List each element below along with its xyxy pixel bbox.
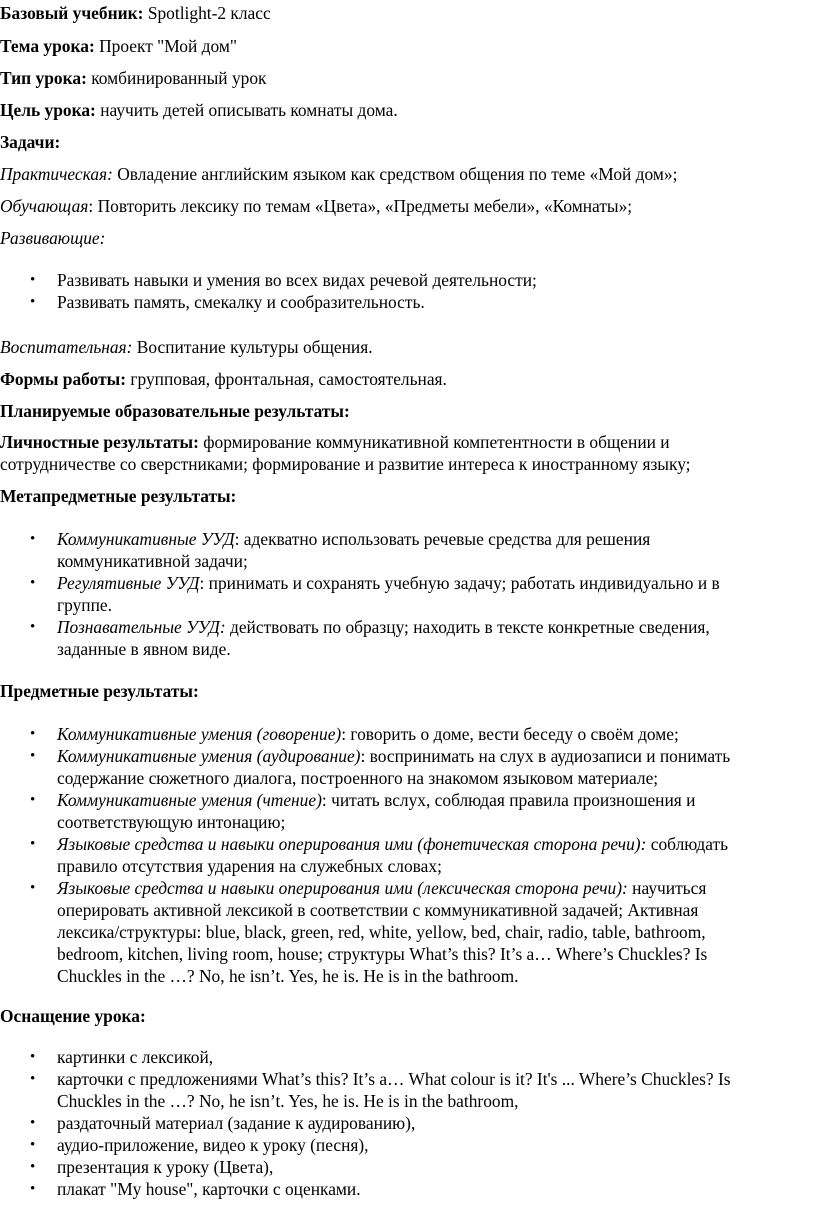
results-heading — [0, 400, 350, 422]
list-item — [0, 291, 816, 313]
item-text: Chuckles in the …? No, he isn’t. Yes, he is. He is in the bathroom, — [57, 1091, 519, 1111]
list-item — [0, 1134, 816, 1156]
textbook-label: Базовый учебник: — [0, 3, 144, 23]
item-text: оперировать активной лексикой в соответствии с коммуникативной задачей; Активная — [57, 900, 699, 920]
item-text: • картинки с лексикой, — [57, 1047, 214, 1067]
item-text: содержание сюжетного диалога, построенного на знакомом языковом материале; — [57, 768, 659, 788]
personal-results-line2 — [0, 453, 691, 475]
item-text: Chuckles in the …? No, he isn’t. Yes, he is. He is in the bathroom. — [57, 966, 519, 986]
lesson-type-label: Тип урока: — [0, 68, 87, 88]
item-text: научиться — [627, 878, 707, 898]
item-text: : адекватно использовать речевые средства для решения — [234, 529, 651, 549]
list-item — [0, 1046, 816, 1068]
subject-list — [0, 723, 816, 987]
item-text: коммуникативной задачи; — [57, 551, 248, 571]
list-item — [0, 1178, 816, 1200]
textbook-value: Spotlight-2 класс — [147, 3, 271, 23]
item-label: Языковые средства и навыки оперирования ими (фонетическая сторона речи): — [57, 834, 647, 854]
upbringing-line — [0, 336, 373, 358]
item-text: лексика/структуры: blue, black, green, red, white, yellow, bed, chair, radio, table, bathroom, — [57, 922, 706, 942]
tasks-heading-text: Задачи: — [0, 132, 61, 152]
list-item — [0, 528, 816, 572]
item-label: Коммуникативные умения (говорение) — [57, 724, 342, 744]
goal-label: Цель урока: — [0, 100, 96, 120]
item-label: Познавательные УУД: — [57, 617, 226, 637]
developing-label: Развивающие: — [0, 228, 106, 248]
list-item — [0, 616, 816, 660]
list-item — [0, 1156, 816, 1178]
item-text: • презентация к уроку (Цвета), — [57, 1157, 274, 1177]
item-label: Коммуникативные УУД — [57, 529, 235, 549]
item-text: • аудио-приложение, видео к уроку (песня), — [57, 1135, 369, 1155]
textbook-line — [0, 2, 271, 24]
forms-label: Формы работы: — [0, 369, 127, 389]
forms-value: групповая, фронтальная, самостоятельная. — [130, 369, 447, 389]
equipment-heading — [0, 1005, 146, 1027]
upbringing-label: Воспитательная: — [0, 337, 133, 357]
teaching-line — [0, 195, 632, 217]
practical-value: Овладение английским языком как средством общения по теме «Мой дом»; — [117, 164, 678, 184]
item-text: : читать вслух, соблюдая правила произношения и — [321, 790, 696, 810]
meta-list — [0, 528, 816, 660]
item-label: Языковые средства и навыки оперирования ими (лексическая сторона речи): — [57, 878, 628, 898]
equipment-heading-text: Оснащение урока: — [0, 1006, 146, 1026]
item-label: Регулятивные УУД — [57, 573, 200, 593]
personal-text: формирование коммуникативной компетентности в общении и — [203, 432, 670, 452]
item-text: • карточки с предложениями What’s this? It’s a… What colour is it? It's ... Where’s Chuckles? Is — [57, 1069, 731, 1089]
personal-label: Личностные результаты: — [0, 432, 199, 452]
practical-line — [0, 163, 677, 185]
teaching-label: Обучающая — [0, 196, 89, 216]
item-text: bedroom, kitchen, living room, house; структуры What’s this? It’s a… Where’s Chuckles? Is — [57, 944, 708, 964]
goal-value: научить детей описывать комнаты дома. — [100, 100, 398, 120]
list-item — [0, 745, 816, 789]
goal-line — [0, 99, 398, 121]
list-item — [0, 789, 816, 833]
tasks-heading — [0, 131, 60, 153]
item-text: • плакат "My house", карточки с оценками. — [57, 1179, 361, 1199]
meta-heading-text: Метапредметные результаты: — [0, 486, 237, 506]
results-heading-text: Планируемые образовательные результаты: — [0, 401, 350, 421]
topic-value: Проект "Мой дом" — [99, 36, 237, 56]
item-text: : воспринимать на слух в аудиозаписи и понимать — [360, 746, 731, 766]
personal-text: сотрудничестве со сверстниками; формирование и развитие интереса к иностранному языку; — [0, 454, 691, 474]
list-item — [0, 723, 816, 745]
item-text: : говорить о доме, вести беседу о своём доме; — [341, 724, 679, 744]
list-item-text: • Развивать память, смекалку и сообразительность. — [57, 292, 425, 312]
item-label: Коммуникативные умения (аудирование) — [57, 746, 361, 766]
item-text: действовать по образцу; находить в тексте конкретные сведения, — [225, 617, 710, 637]
item-text: соответствующую интонацию; — [57, 812, 286, 832]
list-item — [0, 1068, 816, 1112]
list-item-text: • Развивать навыки и умения во всех видах речевой деятельности; — [57, 270, 537, 290]
item-text: : принимать и сохранять учебную задачу; работать индивидуально и в — [199, 573, 720, 593]
list-item — [0, 877, 816, 987]
forms-line — [0, 368, 447, 390]
item-text: • раздаточный материал (задание к аудированию), — [57, 1113, 416, 1133]
list-item — [0, 833, 816, 877]
developing-list — [0, 269, 816, 313]
item-text: заданные в явном виде. — [57, 639, 231, 659]
list-item — [0, 269, 816, 291]
lesson-type-value: комбинированный урок — [91, 68, 267, 88]
topic-label: Тема урока: — [0, 36, 95, 56]
practical-label: Практическая: — [0, 164, 113, 184]
item-text: правило отсутствия ударения на служебных словах; — [57, 856, 442, 876]
subject-heading — [0, 680, 199, 702]
meta-heading — [0, 485, 236, 507]
developing-heading — [0, 227, 105, 249]
list-item — [0, 572, 816, 616]
lesson-type-line — [0, 67, 267, 89]
item-label: Коммуникативные умения (чтение) — [57, 790, 322, 810]
teaching-value: : Повторить лексику по темам «Цвета», «Предметы мебели», «Комнаты»; — [88, 196, 633, 216]
topic-line — [0, 35, 237, 57]
personal-results-line1 — [0, 431, 670, 453]
item-text: группе. — [57, 595, 112, 615]
list-item — [0, 1112, 816, 1134]
item-text: соблюдать — [646, 834, 729, 854]
upbringing-value: Воспитание культуры общения. — [136, 337, 373, 357]
subject-heading-text: Предметные результаты: — [0, 681, 199, 701]
equipment-list — [0, 1046, 816, 1200]
